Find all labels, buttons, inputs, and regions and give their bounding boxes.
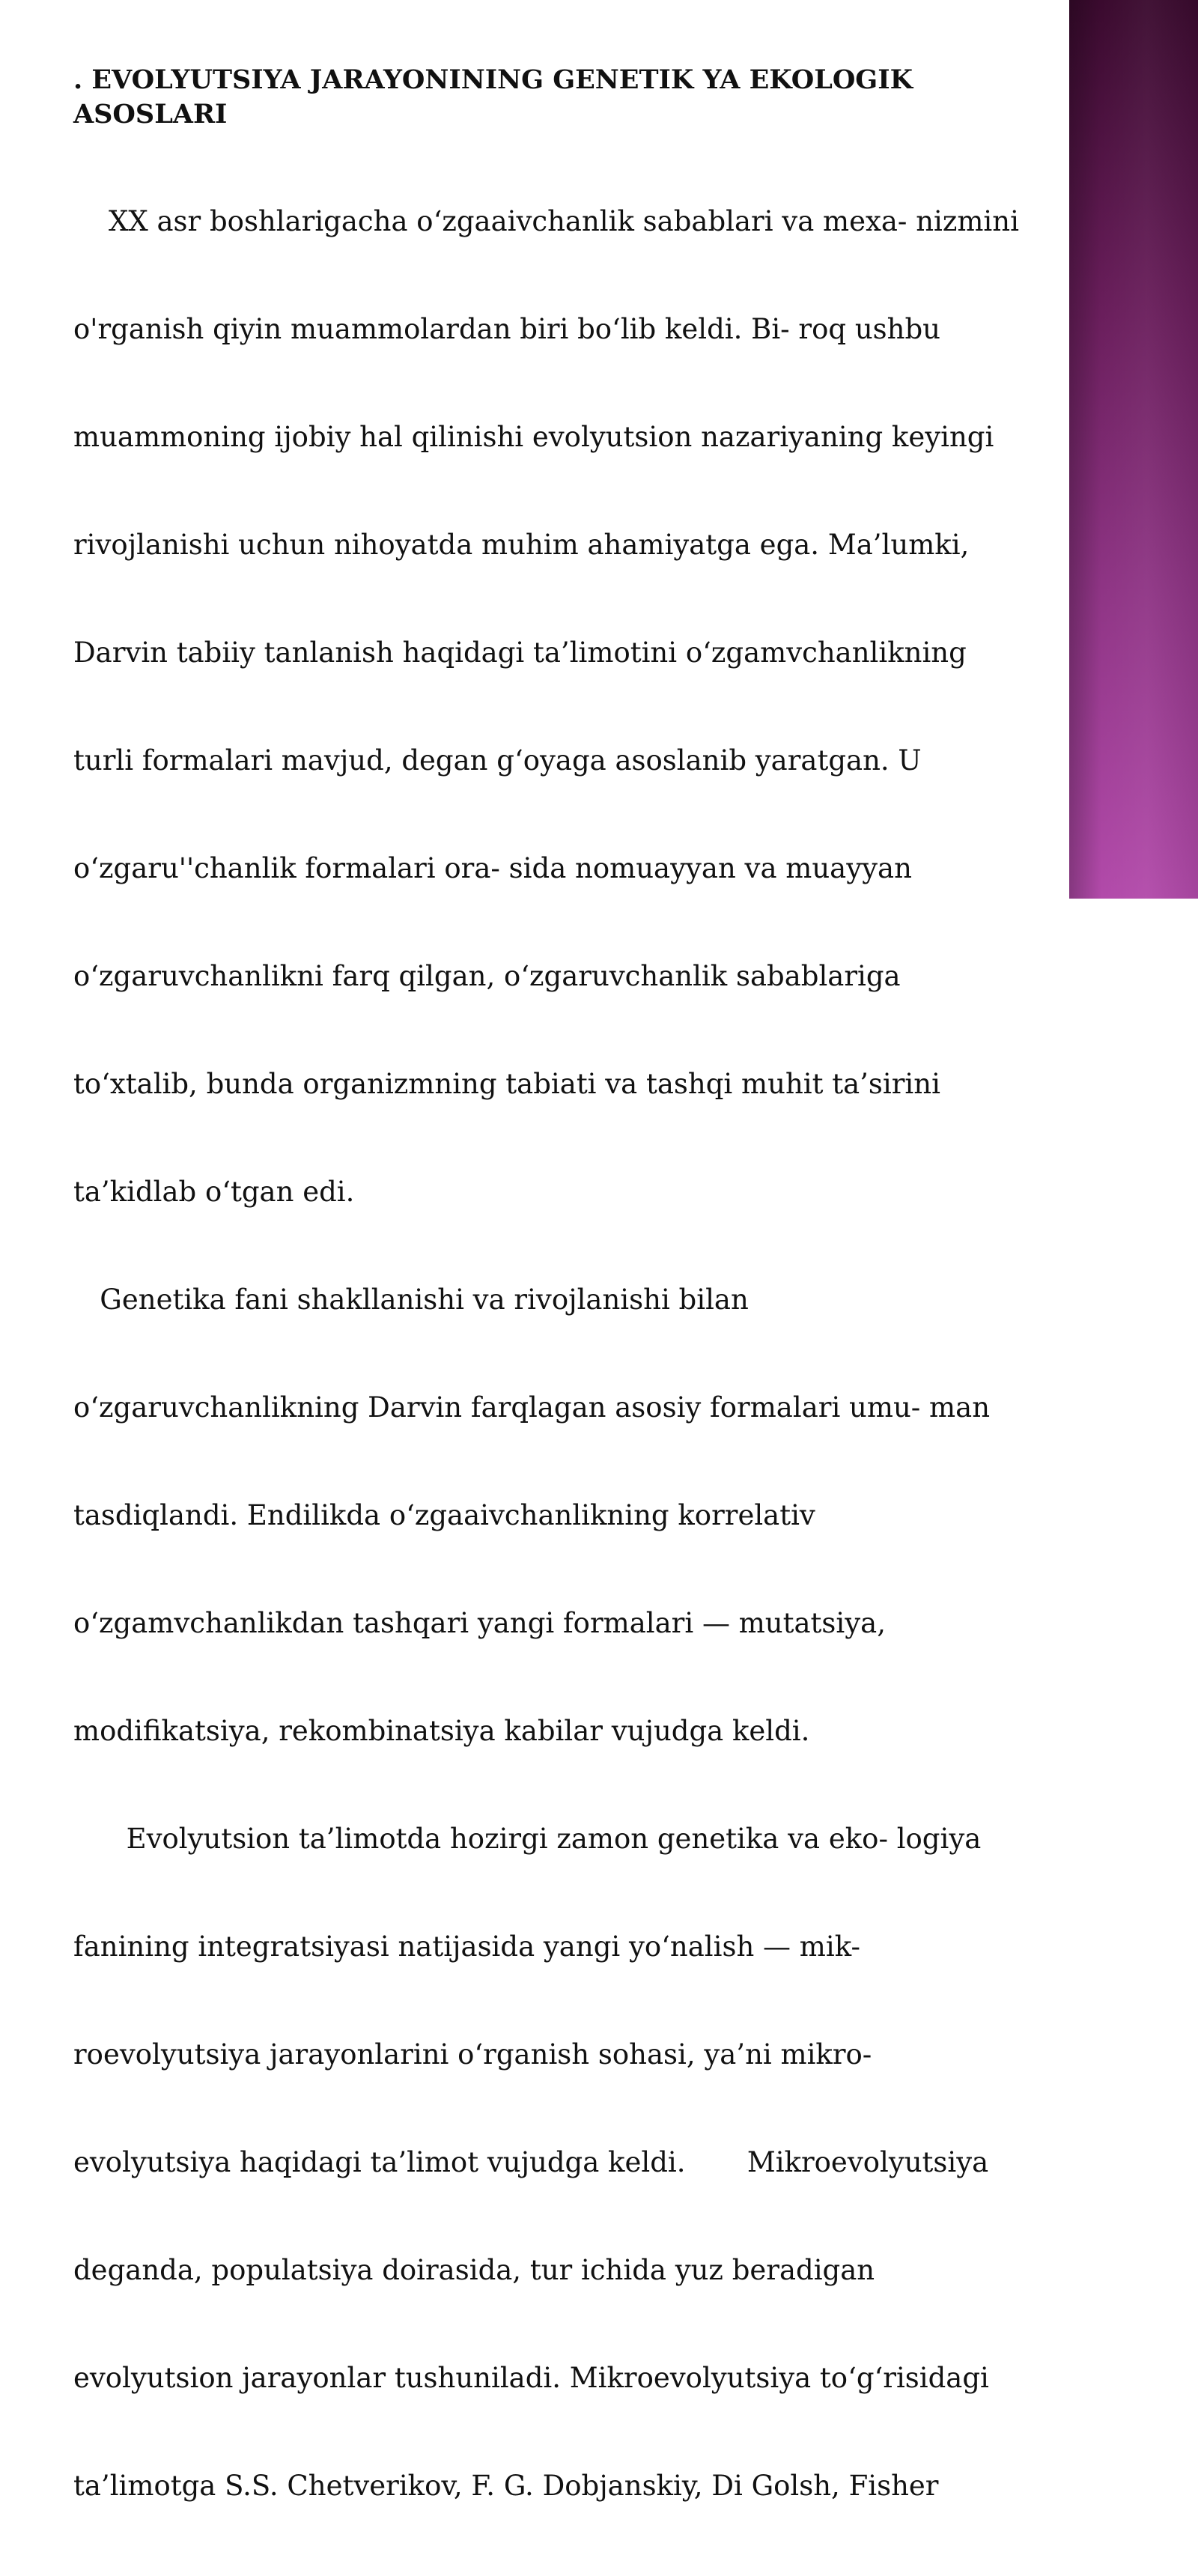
body-line: turli formalari mavjud, degan g‘oyaga asoslanib yaratgan. U [73, 744, 922, 777]
body-line: Evolyutsion ta’limotda hozirgi zamon genetika va eko- logiya [73, 1823, 982, 1855]
slide-body [73, 132, 1054, 2576]
decorative-side-band [1069, 0, 1198, 899]
slide-title [73, 63, 1054, 132]
body-line: rivojlanishi uchun nihoyatda muhim ahamiyatga ega. Ma’lumki, [73, 529, 970, 561]
body-line: modifikatsiya, rekombinatsiya kabilar vujudga keldi. [73, 1715, 810, 1747]
body-line: ta’kidlab o‘tgan edi. [73, 1176, 355, 1208]
slide-content [73, 63, 1054, 2502]
body-line: XX asr boshlarigacha o‘zgaaivchanlik sabablari va mexa- nizmini [73, 205, 1019, 237]
body-line: ta’limotga S.S. Chetverikov, F. G. Dobjanskiy, Di Golsh, Fisher [73, 2470, 939, 2502]
body-line: muammoning ijobiy hal qilinishi evolyutsion nazariyaning keyingi [73, 421, 994, 453]
title-line: . EVOLYUTSIYA JARAYONINING GENETIK YA EKOLOGIK [73, 64, 913, 95]
body-line: roevolyutsiya jarayonlarini o‘rganish sohasi, ya’ni mikro- [73, 2038, 872, 2071]
body-line: evolyutsiya haqidagi ta’limot vujudga keldi. Mikroevolyutsiya [73, 2146, 989, 2178]
body-line: deganda, populatsiya doirasida, tur ichida yuz beradigan [73, 2254, 875, 2286]
body-line: fanining integratsiyasi natijasida yangi yo‘nalish — mik- [73, 1931, 860, 1963]
title-line: ASOSLARI [73, 99, 228, 130]
body-line: evolyutsion jarayonlar tushuniladi. Mikroevolyutsiya to‘g‘risidagi [73, 2362, 989, 2394]
body-line: Darvin tabiiy tanlanish haqidagi ta’limotini o‘zgamvchanlikning [73, 637, 967, 669]
body-line: to‘xtalib, bunda organizmning tabiati va tashqi muhit ta’sirini [73, 1068, 940, 1100]
body-line: o‘zgaru''chanlik formalari ora- sida nomuayyan va muayyan [73, 852, 912, 884]
body-line: o'rganish qiyin muammolardan biri bo‘lib keldi. Bi- roq ushbu [73, 313, 940, 345]
body-line: o‘zgaruvchanlikni farq qilgan, o‘zgaruvchanlik sabablariga [73, 960, 901, 992]
body-line: o‘zgaruvchanlikning Darvin farqlagan asosiy formalari umu- man [73, 1391, 991, 1424]
body-line: o‘zgamvchanlikdan tashqari yangi formalari — mutatsiya, [73, 1607, 886, 1639]
body-line: Genetika fani shakllanishi va rivojlanishi bilan [73, 1284, 749, 1316]
body-line: tasdiqlandi. Endilikda o‘zgaaivchanlikning korrelativ [73, 1499, 815, 1531]
